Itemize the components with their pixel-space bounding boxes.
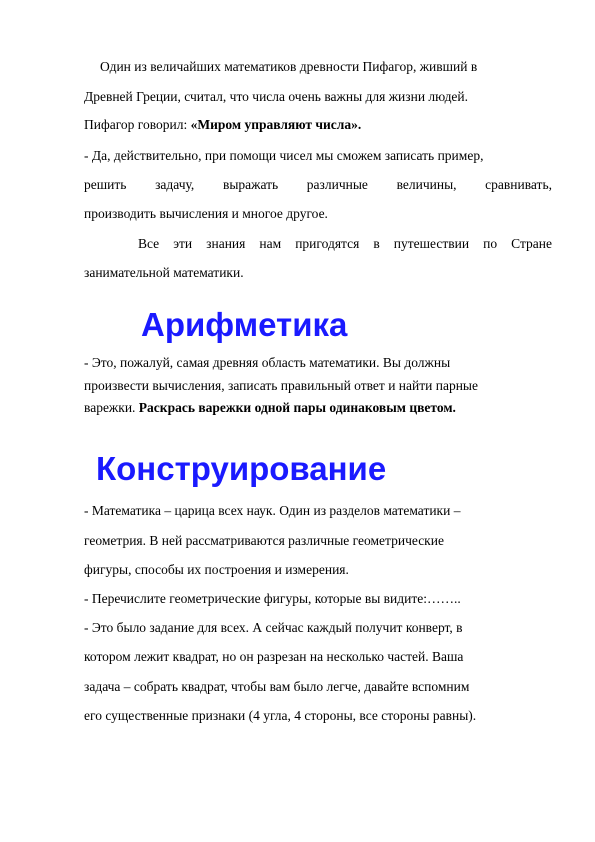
intro-line-2: Древней Греции, считал, что числа очень важны для жизни людей. <box>84 89 469 104</box>
numbers-line-2: решить задачу, выражать различные величины, сравнивать, <box>84 177 552 192</box>
arithmetic-line-2: произвести вычисления, записать правильный ответ и найти парные <box>84 378 478 393</box>
construction-line-3: фигуры, способы их построения и измерения. <box>84 562 349 577</box>
arithmetic-line-3 <box>84 400 456 416</box>
journey-line-1: Все эти знания нам пригодятся в путешествии по Стране <box>138 236 552 251</box>
journey-line-2: занимательной математики. <box>84 265 244 280</box>
construction-line-5: - Это было задание для всех. А сейчас каждый получит конверт, в <box>84 620 463 635</box>
construction-line-6: котором лежит квадрат, но он разрезан на несколько частей. Ваша <box>84 649 464 664</box>
construction-line-7: задача – собрать квадрат, чтобы вам было легче, давайте вспомним <box>84 679 470 694</box>
arithmetic-line-1: - Это, пожалуй, самая древняя область математики. Вы должны <box>84 355 451 370</box>
mittens-task: Раскрась варежки одной пары одинаковым цветом. <box>138 400 456 415</box>
numbers-line-3: производить вычисления и многое другое. <box>84 206 328 221</box>
intro-line-1: Один из величайших математиков древности Пифагор, живший в <box>100 59 478 74</box>
construction-line-2: геометрия. В ней рассматриваются различные геометрические <box>84 533 444 548</box>
intro-line-3-prefix: Пифагор говорил: <box>84 117 191 132</box>
pythagoras-quote: «Миром управляют числа». <box>190 117 362 132</box>
construction-line-1: - Математика – царица всех наук. Один из разделов математики – <box>84 503 461 518</box>
numbers-line-1: - Да, действительно, при помощи чисел мы сможем записать пример, <box>84 148 484 163</box>
intro-line-3 <box>84 117 361 133</box>
arithmetic-line-3-prefix: варежки. <box>84 400 139 415</box>
construction-line-4: - Перечислите геометрические фигуры, которые вы видите:…….. <box>84 591 461 606</box>
construction-heading: Конструирование <box>96 450 387 487</box>
construction-line-8: его существенные признаки (4 угла, 4 стороны, все стороны равны). <box>84 708 477 723</box>
arithmetic-heading: Арифметика <box>141 306 348 343</box>
